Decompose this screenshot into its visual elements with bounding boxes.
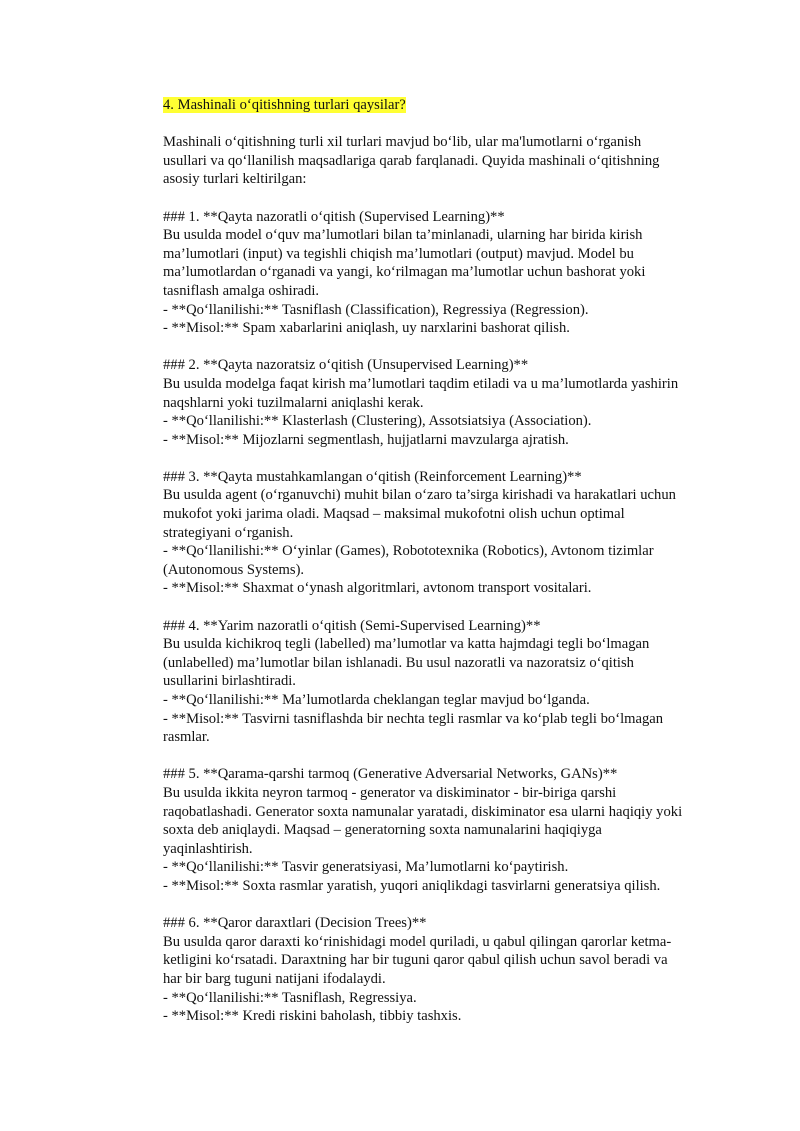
section-example: - **Misol:** Spam xabarlarini aniqlash, uy narxlarini bashorat qilish. — [163, 320, 570, 337]
section-usage: - **Qo‘llanilishi:** Tasvir generatsiyasi, Ma’lumotlarni ko‘paytirish. — [163, 859, 569, 876]
section-body-line: Bu usulda modelga faqat kirish ma’lumotlari taqdim etiladi va u ma’lumotlarda yashirin — [163, 375, 679, 392]
intro-line: Mashinali o‘qitishning turli xil turlari mavjud bo‘lib, ular ma'lumotlarni o‘rganish — [163, 134, 642, 151]
section-example: - **Misol:** Mijozlarni segmentlash, hujjatlarni mavzularga ajratish. — [163, 431, 569, 448]
section-body-line: Bu usulda model o‘quv ma’lumotlari bilan ta’minlanadi, ularning har birida kirish — [163, 227, 643, 244]
section-body-line: Bu usulda ikkita neyron tarmoq - generator va diskiminator - bir-biriga qarshi — [163, 784, 617, 801]
section-heading: ### 5. **Qarama-qarshi tarmoq (Generative Adversarial Networks, GANs)** — [163, 766, 618, 783]
question-title-block — [163, 96, 743, 115]
section-heading: ### 1. **Qayta nazoratli o‘qitish (Supervised Learning)** — [163, 208, 505, 225]
section-body-line: usullarini birlashtiradi. — [163, 673, 296, 690]
section-body-line: yaqinlashtirish. — [163, 840, 253, 857]
section-usage: - **Qo‘llanilishi:** Tasniflash (Classification), Regressiya (Regression). — [163, 301, 589, 318]
section-usage: (Autonomous Systems). — [163, 561, 305, 578]
section-body-line: Bu usulda kichikroq tegli (labelled) ma’lumotlar va katta hajmdagi tegli bo‘lmagan — [163, 636, 650, 653]
section-usage: - **Qo‘llanilishi:** Klasterlash (Clustering), Assotsiatsiya (Association). — [163, 413, 592, 430]
section-body-line: strategiyani o‘rganish. — [163, 524, 294, 541]
section-supervised — [163, 208, 743, 338]
intro-line: usullari va qo‘llanilish maqsadlariga qarab farqlanadi. Quyida mashinali o‘qitishning — [163, 152, 660, 169]
section-body-line: tasniflash amalga oshiradi. — [163, 282, 320, 299]
section-heading: ### 6. **Qaror daraxtlari (Decision Trees)** — [163, 915, 427, 932]
section-body-line: soxta deb aniqlaydi. Maqsad – generatorning soxta namunalarini haqiqiyga — [163, 822, 602, 839]
section-example: - **Misol:** Kredi riskini baholash, tibbiy tashxis. — [163, 1008, 462, 1025]
section-example: - **Misol:** Shaxmat o‘ynash algoritmlari, avtonom transport vositalari. — [163, 580, 592, 597]
section-body-line: mukofot yoki jarima oladi. Maqsad – maksimal mukofotni olish uchun optimal — [163, 506, 625, 523]
section-body-line: raqobatlashadi. Generator soxta namunalar yaratadi, diskiminator esa ularni haqiqiy yoki — [163, 803, 683, 820]
section-reinforcement — [163, 468, 743, 598]
section-body-line: naqshlarni yoki tuzilmalarni aniqlashi kerak. — [163, 394, 424, 411]
section-gans — [163, 765, 743, 895]
section-body-line: (unlabelled) ma’lumotlar bilan ishlanadi. Bu usul nazoratli va nazoratsiz o‘qitish — [163, 654, 634, 671]
intro-line: asosiy turlari keltirilgan: — [163, 171, 307, 188]
section-semi-supervised — [163, 617, 743, 747]
section-body-line: Bu usulda qaror daraxti ko‘rinishidagi model quriladi, u qabul qilingan qarorlar ketma- — [163, 933, 672, 950]
section-usage: - **Qo‘llanilishi:** Tasniflash, Regressiya. — [163, 989, 417, 1006]
section-usage: - **Qo‘llanilishi:** O‘yinlar (Games), Robototexnika (Robotics), Avtonom tizimlar — [163, 543, 654, 560]
section-heading: ### 3. **Qayta mustahkamlangan o‘qitish (Reinforcement Learning)** — [163, 468, 582, 485]
section-body-line: ketligini ko‘rsatadi. Daraxtning har bir tuguni qaror qabul qilish uchun savol beradi va — [163, 952, 668, 969]
section-heading: ### 4. **Yarim nazoratli o‘qitish (Semi-Supervised Learning)** — [163, 617, 541, 634]
section-example: - **Misol:** Soxta rasmlar yaratish, yuqori aniqlikdagi tasvirlarni generatsiya qilish. — [163, 877, 661, 894]
section-usage: - **Qo‘llanilishi:** Ma’lumotlarda cheklangan teglar mavjud bo‘lganda. — [163, 692, 590, 708]
section-body-line: Bu usulda agent (o‘rganuvchi) muhit bilan o‘zaro ta’sirga kirishadi va harakatlari uchun — [163, 487, 676, 504]
section-example: - **Misol:** Tasvirni tasniflashda bir nechta tegli rasmlar va ko‘plab tegli bo‘lmagan — [163, 710, 664, 727]
section-example: rasmlar. — [163, 729, 210, 746]
intro-paragraph — [163, 133, 743, 189]
section-body-line: ma’lumotlari (input) va tegishli chiqish ma’lumotlari (output) mavjud. Model bu — [163, 245, 634, 262]
document-page — [163, 96, 743, 1044]
question-title: 4. Mashinali o‘qitishning turlari qaysilar? — [163, 97, 406, 113]
section-unsupervised — [163, 356, 743, 449]
section-body-line: ma’lumotlardan o‘rganadi va yangi, ko‘rilmagan ma’lumotlar uchun bashorat yoki — [163, 264, 646, 281]
section-body-line: har bir barg tuguni natijani ifodalaydi. — [163, 970, 386, 987]
section-heading: ### 2. **Qayta nazoratsiz o‘qitish (Unsupervised Learning)** — [163, 357, 529, 374]
section-decision-trees — [163, 914, 743, 1026]
